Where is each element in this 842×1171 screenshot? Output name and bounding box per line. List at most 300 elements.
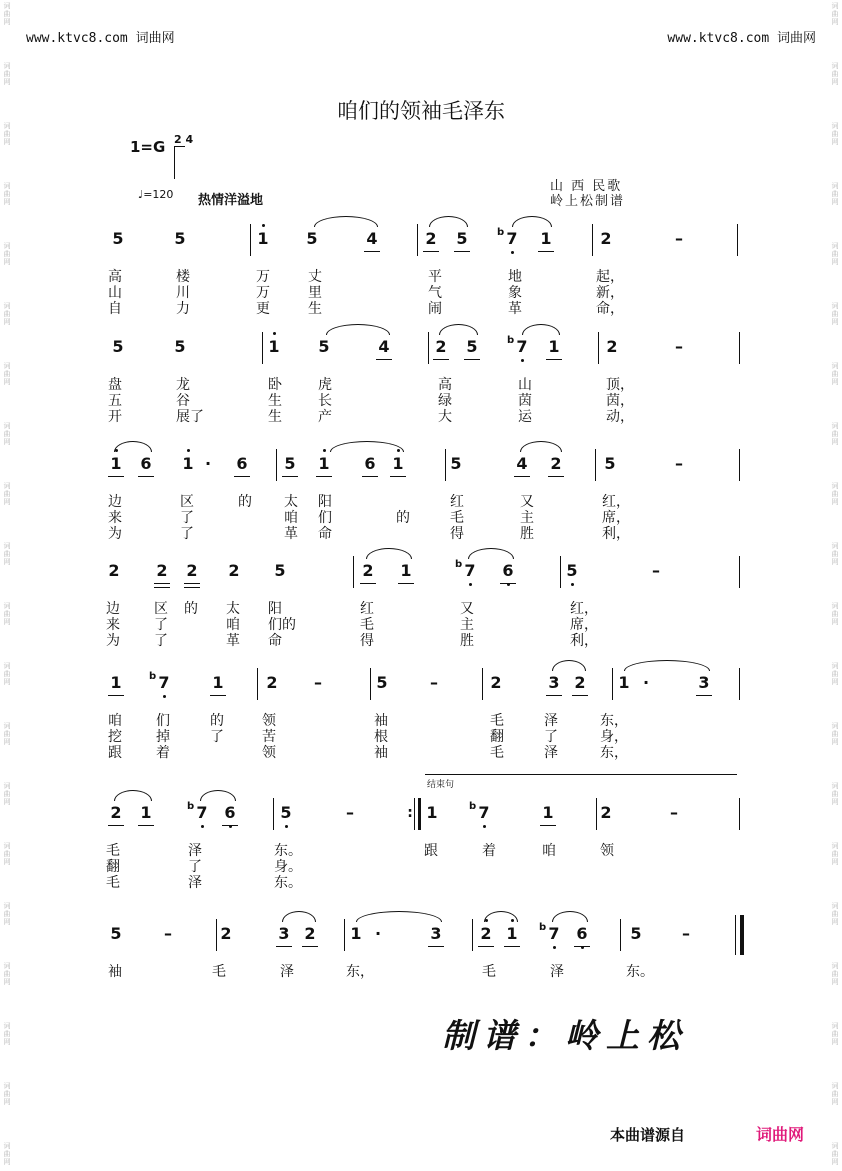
barline [417,224,418,256]
expression-marking: 热情洋溢地 [198,193,264,208]
lyric: 了 [180,526,194,542]
slur [484,911,518,922]
lyric: 地 [508,269,522,285]
lyric: 主 [520,510,534,526]
lyric: 毛 [482,964,496,980]
lyric: 高 [438,377,452,393]
note: 6 [220,804,240,822]
note: 1 [106,455,126,473]
note: – [675,229,683,248]
note: 1 [536,230,556,248]
lyric: 革 [284,526,298,542]
lyric: 阳 [268,601,282,617]
lyric: 产 [318,409,332,425]
lyric: 绿 [438,393,452,409]
note: 7 b [460,562,480,580]
margin-watermark: 词 曲 网 [831,962,839,986]
lyric: 区 [154,601,168,617]
lyric: 边 [106,601,120,617]
lyric: 象 [508,285,522,301]
lyric: 们的 [268,617,296,633]
lyric: 万 [256,285,270,301]
lyric: 运 [518,409,532,425]
lyric: 红 [360,601,374,617]
lyric: 了 [154,617,168,633]
lyric: 根 [374,729,388,745]
barline [739,798,740,830]
lyric: 为 [106,633,120,649]
lyric: 大 [438,409,452,425]
signature: 制谱：岭上松 [442,1016,688,1055]
margin-watermark: 词 曲 网 [3,542,11,566]
note: 2 [300,925,320,943]
note: – [164,924,172,943]
margin-watermark: 词 曲 网 [831,662,839,686]
note: 2 [490,673,502,692]
margin-watermark: 词 曲 网 [3,122,11,146]
lyric: 得 [360,633,374,649]
barline [739,449,740,481]
note: 2 [108,561,120,580]
lyric: 又 [520,494,534,510]
margin-watermark: 词 曲 网 [831,902,839,926]
barline [739,332,740,364]
lyric: 丈 [308,269,322,285]
note: 5 [604,454,616,473]
lyric: 高 [108,269,122,285]
barline [596,798,597,830]
lyric: 展了 [176,409,204,425]
note: 1 [136,804,156,822]
note: 5 [306,229,318,248]
lyric: 更 [256,301,270,317]
lyric: 川 [176,285,190,301]
barline [250,224,251,256]
lyric: 东， [346,964,374,980]
lyric: 万 [256,269,270,285]
margin-watermark: 词 曲 网 [831,542,839,566]
slur [552,660,586,671]
lyric: 泽 [550,964,564,980]
margin-watermark: 词 曲 网 [3,1022,11,1046]
lyric: 了 [210,729,224,745]
note: – [652,561,660,580]
note: 4 [374,338,394,356]
lyric: 东。 [274,875,302,891]
lyric: 袖 [108,964,122,980]
note: 1 [396,562,416,580]
repeat-dots: : [407,805,413,821]
lyric: 太 [284,494,298,510]
lyric: 苦 [262,729,276,745]
margin-watermark: 词 曲 网 [831,422,839,446]
note: 2 [152,562,172,580]
lyric: 命 [318,526,332,542]
lyric: 袖 [374,713,388,729]
lyric: 为 [108,526,122,542]
slur [520,441,562,452]
lyric: 了 [154,633,168,649]
lyric: 泽 [188,875,202,891]
note: 6 [498,562,518,580]
lyric: 区 [180,494,194,510]
margin-watermark: 词 曲 网 [831,722,839,746]
note: 1 [538,804,558,822]
note: 2 [600,803,612,822]
margin-watermark: 词 曲 网 [831,1022,839,1046]
note: 5 [112,337,124,356]
lyric: 太 [226,601,240,617]
ending-bracket [425,774,737,775]
lyric: 咱 [108,713,122,729]
lyric: 茵， [606,393,634,409]
note: – [314,673,322,692]
slur [114,790,152,801]
note: 2 [476,925,496,943]
lyric: 谷 [176,393,190,409]
slur [326,324,390,335]
lyric: 命 [268,633,282,649]
note: 5 [276,804,296,822]
note: 1 [350,924,362,943]
lyric: 泽 [188,843,202,859]
barline [428,332,429,364]
note: 2 [220,924,232,943]
note: 2 [606,337,618,356]
lyric: 了 [180,510,194,526]
lyric: 红， [570,601,598,617]
ending-label: 结束句 [427,780,455,790]
margin-watermark: 词 曲 网 [831,842,839,866]
note: 6 [136,455,156,473]
song-title: 咱们的领袖毛泽东 [337,99,505,123]
note: 3 [426,925,446,943]
margin-watermark: 词 曲 网 [831,302,839,326]
lyric: 毛 [360,617,374,633]
margin-watermark: 词 曲 网 [3,782,11,806]
lyric: 毛 [490,713,504,729]
note: 1 [544,338,564,356]
time-bottom: 4 [185,133,194,146]
margin-watermark: 词 曲 网 [3,362,11,386]
note: 2 [266,673,278,692]
note: 5 [274,561,286,580]
slur [282,911,316,922]
lyric: 生 [268,393,282,409]
lyric: 力 [176,301,190,317]
lyric: 生 [268,409,282,425]
note: 2 [182,562,202,580]
lyric: 挖 [108,729,122,745]
barline [445,449,446,481]
slur [522,324,560,335]
lyric: 山 [108,285,122,301]
time-signature [174,134,193,145]
margin-watermark: 词 曲 网 [3,602,11,626]
margin-watermark: 词 曲 网 [3,302,11,326]
lyric: 泽 [544,745,558,761]
note: 6 [232,455,252,473]
lyric: 生 [308,301,322,317]
margin-watermark: 词 曲 网 [831,62,839,86]
slur [314,216,378,227]
note: 1 [106,674,126,692]
note: – [670,803,678,822]
note: 5 [562,562,582,580]
note: 1 [314,455,334,473]
margin-watermark: 词 曲 网 [3,1142,11,1166]
lyric: 咱 [542,843,556,859]
lyric: 泽 [280,964,294,980]
lyric: 得 [450,526,464,542]
lyric: 毛 [106,843,120,859]
barline [737,224,738,256]
margin-watermark: 词 曲 网 [3,1082,11,1106]
lyric: 翻 [106,859,120,875]
note: 5 [174,229,186,248]
slur [512,216,552,227]
lyric: 命， [596,301,624,317]
slur [200,790,236,801]
lyric: 了 [188,859,202,875]
margin-watermark: 词 曲 网 [3,842,11,866]
barline [344,919,345,951]
final-barline [740,915,744,955]
note: 5 [630,924,642,943]
barline [472,919,473,951]
lyric: 的 [238,494,252,510]
margin-watermark: 词 曲 网 [3,242,11,266]
lyric: 们 [156,713,170,729]
barline [482,668,483,700]
margin-watermark: 词 曲 网 [831,362,839,386]
lyric: 新， [596,285,624,301]
slur [114,441,152,452]
note: 2 [600,229,612,248]
slur [468,548,514,559]
note: 5 [452,230,472,248]
lyric: 们 [318,510,332,526]
lyric: 顶， [606,377,634,393]
note: 3 [694,674,714,692]
barline [370,668,371,700]
margin-watermark: 词 曲 网 [831,242,839,266]
lyric: 开 [108,409,122,425]
lyric: 领 [600,843,614,859]
lyric: 跟 [424,843,438,859]
note: 5 [376,673,388,692]
margin-watermark: 词 曲 网 [3,902,11,926]
margin-watermark: 词 曲 网 [3,422,11,446]
barline [620,919,621,951]
final-barline [735,915,736,955]
lyric: 领 [262,745,276,761]
barline [595,449,596,481]
margin-watermark: 词 曲 网 [831,1082,839,1106]
lyric: 席， [570,617,598,633]
note: 1 [264,338,284,356]
lyric: 跟 [108,745,122,761]
barline [353,556,354,588]
margin-watermark: 词 曲 网 [3,662,11,686]
margin-watermark: 词 曲 网 [3,722,11,746]
lyric: 东， [600,713,628,729]
lyric: 利， [570,633,598,649]
note: 1 [618,673,630,692]
margin-watermark: 词 曲 网 [3,2,11,26]
note: 1 [178,455,198,473]
lyric: 龙 [176,377,190,393]
lyric: 里 [308,285,322,301]
note: 3 [544,674,564,692]
lyric: 革 [226,633,240,649]
barline [262,332,263,364]
lyric: 山 [518,377,532,393]
note: 2 [546,455,566,473]
lyric: 又 [460,601,474,617]
note: 6 [360,455,380,473]
note: 7 b [512,338,532,356]
lyric: 着 [482,843,496,859]
barline [257,668,258,700]
note: · [204,454,212,473]
site-header-left[interactable]: www.ktvc8.com 词曲网 [26,31,175,46]
note: – [346,803,354,822]
lyric: 红， [602,494,630,510]
note: 2 [228,561,240,580]
lyric: 阳 [318,494,332,510]
margin-watermark: 词 曲 网 [3,962,11,986]
lyric: 楼 [176,269,190,285]
note: 7 b [154,674,174,692]
tempo-marking: ♩=120 [138,188,174,201]
lyric: 东。 [626,964,654,980]
note: 4 [512,455,532,473]
margin-watermark: 词 曲 网 [831,1142,839,1166]
note: 4 [362,230,382,248]
note: 1 [502,925,522,943]
note: 2 [570,674,590,692]
note: 2 [421,230,441,248]
note: 6 [572,925,592,943]
lyric: 气 [428,285,442,301]
lyric: 来 [108,510,122,526]
lyric: 来 [106,617,120,633]
barline [598,332,599,364]
lyric: 翻 [490,729,504,745]
lyric: 红 [450,494,464,510]
lyric: 毛 [450,510,464,526]
lyric: 的 [184,601,198,617]
note: 5 [462,338,482,356]
margin-watermark: 词 曲 网 [831,182,839,206]
note: 5 [174,337,186,356]
barline [592,224,593,256]
barline [560,556,561,588]
margin-watermark: 词 曲 网 [3,182,11,206]
footer-brand-link[interactable]: 词曲网 [756,1125,805,1144]
footer-source-label: 本曲谱源自 [610,1126,686,1144]
note: – [430,673,438,692]
lyric: 五 [108,393,122,409]
lyric: 闹 [428,301,442,317]
margin-watermark: 词 曲 网 [831,482,839,506]
note: – [675,337,683,356]
lyric: 虎 [318,377,332,393]
margin-watermark: 词 曲 网 [831,602,839,626]
margin-watermark: 词 曲 网 [3,482,11,506]
note: 1 [388,455,408,473]
note: · [374,924,382,943]
note: 5 [280,455,300,473]
lyric: 席， [602,510,630,526]
lyric: 盘 [108,377,122,393]
note: 1 [253,230,273,248]
lyric: 长 [318,393,332,409]
note: 7 b [192,804,212,822]
lyric: 毛 [212,964,226,980]
barline [273,798,274,830]
slur [356,911,442,922]
lyric: 主 [460,617,474,633]
note: 2 [106,804,126,822]
margin-watermark: 词 曲 网 [3,62,11,86]
time-top: 2 [174,133,182,146]
lyric: 动， [606,409,634,425]
slur [439,324,478,335]
credit-transcriber: 岭上松制谱 [550,194,626,209]
margin-watermark: 词 曲 网 [831,2,839,26]
lyric: 袖 [374,745,388,761]
note: 1 [426,803,438,822]
note: 1 [208,674,228,692]
lyric: 咱 [226,617,240,633]
lyric: 起， [596,269,624,285]
note: 3 [274,925,294,943]
lyric: 咱 [284,510,298,526]
note: 7 b [502,230,522,248]
lyric: 身。 [274,859,302,875]
slur [366,548,412,559]
barline [612,668,613,700]
note: 2 [431,338,451,356]
lyric: 领 [262,713,276,729]
lyric: 的 [210,713,224,729]
site-header-right[interactable]: www.ktvc8.com 词曲网 [667,31,816,46]
lyric: 胜 [460,633,474,649]
lyric: 的 [396,510,410,526]
lyric: 身， [600,729,628,745]
key-signature: 1=G [130,138,166,156]
note: 5 [112,229,124,248]
barline [739,556,740,588]
note: 5 [110,924,122,943]
slur [624,660,710,671]
lyric: 边 [108,494,122,510]
lyric: 革 [508,301,522,317]
note: · [642,673,650,692]
lyric: 利， [602,526,630,542]
barline [276,449,277,481]
lyric: 毛 [490,745,504,761]
left-watermark-margin [0,0,14,1171]
lyric: 胜 [520,526,534,542]
lyric: 自 [108,301,122,317]
slur [429,216,468,227]
lyric: 泽 [544,713,558,729]
margin-watermark: 词 曲 网 [831,122,839,146]
lyric: 平 [428,269,442,285]
